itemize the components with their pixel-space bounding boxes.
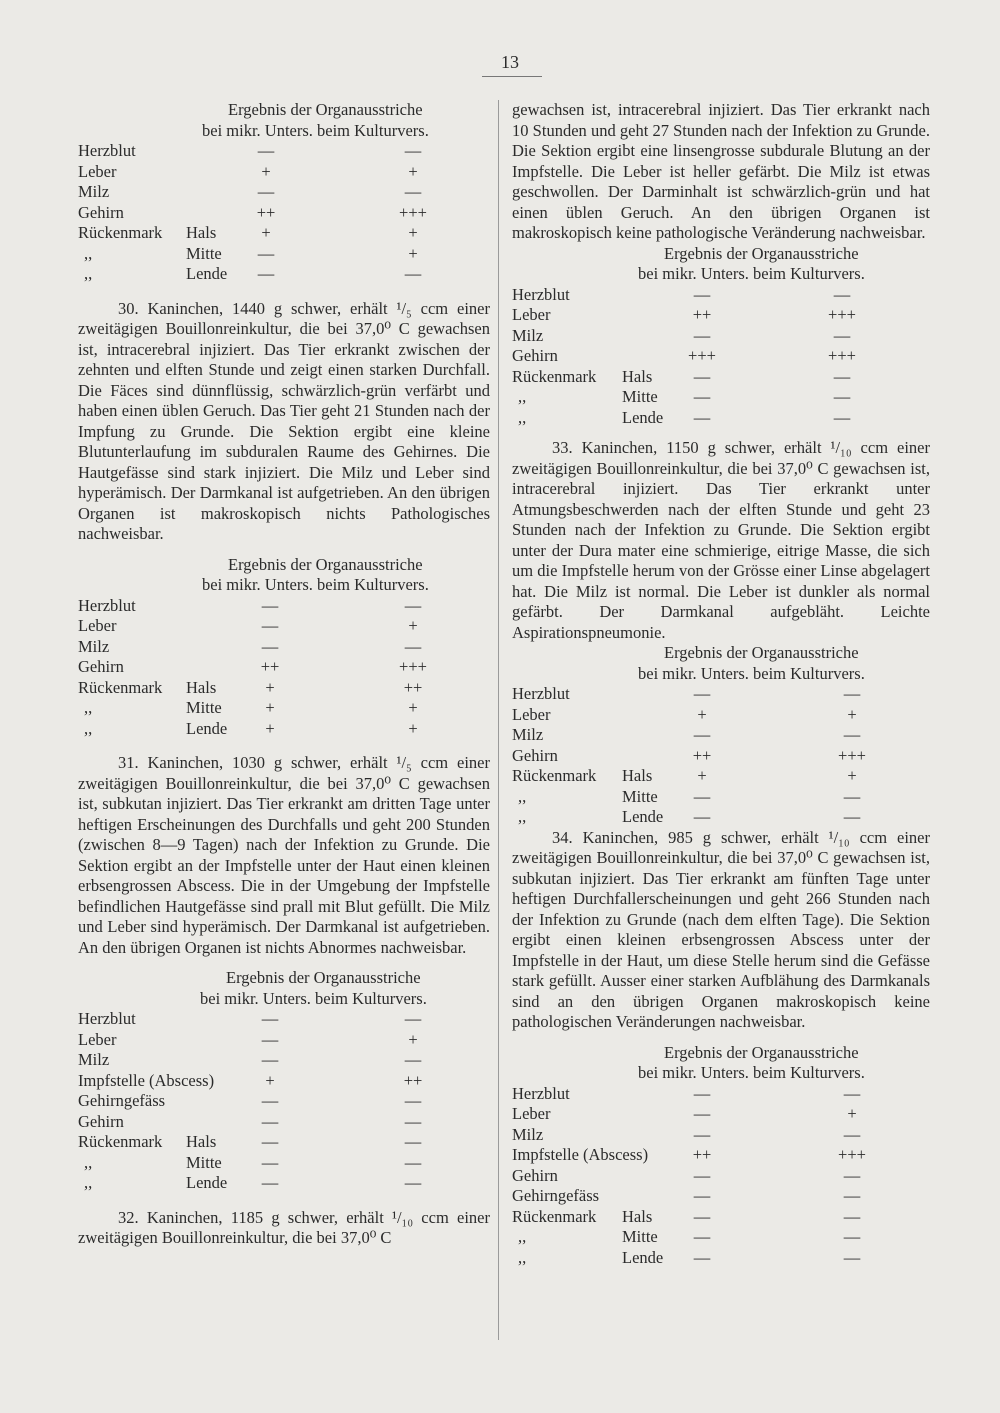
microscopy-result: — — [693, 387, 711, 406]
microscopy-result: — — [693, 284, 711, 304]
results-table-4 — [512, 244, 930, 429]
culture-result: + — [847, 766, 857, 785]
organ-label: ,, — [84, 243, 93, 263]
organ-sublabel: Lende — [186, 264, 228, 283]
organ-label: Leber — [512, 1104, 551, 1123]
organ-sublabel: Lende — [622, 807, 664, 826]
organ-sublabel: Hals — [622, 366, 653, 386]
microscopy-result: ++ — [260, 657, 280, 676]
organ-label: ,, — [84, 1173, 93, 1192]
microscopy-result: — — [261, 616, 279, 635]
organ-label: Milz — [78, 636, 110, 656]
organ-label: Rückenmark — [512, 766, 597, 785]
table-row — [78, 719, 490, 740]
culture-result: — — [843, 1186, 861, 1205]
culture-result: +++ — [399, 657, 427, 676]
organ-sublabel: Mitte — [186, 1152, 222, 1172]
microscopy-result: ++ — [256, 202, 276, 222]
table-header — [512, 1043, 930, 1084]
microscopy-result: — — [261, 636, 279, 656]
organ-label: Impfstelle (Abscess) — [512, 1145, 649, 1164]
organ-label: Rückenmark — [512, 366, 597, 386]
culture-result: — — [404, 1173, 422, 1192]
table-row — [78, 678, 490, 699]
culture-result: + — [408, 698, 418, 717]
table-row — [512, 1186, 930, 1207]
organ-label: Rückenmark — [512, 1206, 597, 1226]
microscopy-result: — — [261, 1173, 279, 1192]
table-header-title: Ergebnis der Organausstriche — [228, 100, 423, 119]
microscopy-result: + — [261, 223, 271, 242]
organ-label: Gehirn — [78, 202, 124, 222]
organ-label: Rückenmark — [78, 1132, 163, 1151]
culture-result: — — [843, 807, 861, 826]
microscopy-result: + — [265, 677, 275, 697]
organ-label: ,, — [518, 407, 527, 427]
culture-result: + — [408, 616, 418, 635]
table-row — [512, 1125, 930, 1146]
table-row — [78, 616, 490, 637]
table-header — [512, 244, 930, 285]
table-header-title: Ergebnis der Organausstriche — [664, 243, 859, 263]
culture-result: + — [408, 1029, 418, 1049]
table-header-title: Ergebnis der Organausstriche — [226, 968, 421, 987]
table-row — [78, 162, 490, 183]
organ-label: Gehirngefäss — [78, 1091, 166, 1110]
right-column — [512, 100, 930, 1268]
microscopy-result: — — [693, 1247, 711, 1267]
organ-sublabel: Mitte — [186, 243, 222, 263]
organ-label: Gehirn — [512, 745, 558, 765]
microscopy-result: — — [693, 1124, 711, 1144]
table-row — [78, 1071, 490, 1092]
column-divider — [498, 100, 499, 1340]
organ-label: Herzblut — [512, 684, 570, 703]
culture-result: — — [843, 1206, 861, 1226]
microscopy-result: — — [261, 1132, 279, 1151]
table-row — [512, 1166, 930, 1187]
organ-label: Herzblut — [78, 595, 136, 615]
microscopy-result: — — [693, 1083, 711, 1103]
table-header-columns: bei mikr. Unters. beim Kulturvers. — [638, 1063, 865, 1082]
microscopy-result: — — [257, 243, 275, 263]
culture-result: + — [408, 223, 418, 242]
table-row — [512, 746, 930, 767]
organ-sublabel: Mitte — [186, 698, 222, 717]
organ-label: Milz — [78, 1050, 110, 1069]
culture-result: — — [404, 1152, 422, 1172]
table-row — [512, 766, 930, 787]
organ-label: ,, — [84, 264, 93, 283]
culture-result: +++ — [838, 1145, 866, 1164]
table-row — [512, 787, 930, 808]
table-row — [512, 387, 930, 408]
table-row — [512, 408, 930, 429]
organ-label: Gehirn — [78, 657, 124, 676]
case-32-text-start: 32. Kaninchen, 1185 g schwer, erhält ¹/₁₀ ccm einer zweitägigen Bouillonreinkultur, die bei 37,0⁰ C — [78, 1207, 490, 1247]
table-row — [78, 223, 490, 244]
culture-result: + — [847, 1104, 857, 1123]
culture-result: — — [404, 1132, 422, 1151]
microscopy-result: — — [257, 264, 275, 283]
page-number: 13 — [501, 52, 519, 72]
culture-result: — — [404, 182, 422, 201]
results-table-2 — [78, 555, 490, 740]
microscopy-result: — — [261, 1009, 279, 1028]
table-header-title: Ergebnis der Organausstriche — [228, 554, 423, 574]
microscopy-result: — — [693, 1104, 711, 1123]
organ-sublabel: Mitte — [622, 387, 658, 406]
culture-result: — — [404, 141, 422, 160]
table-row — [512, 1248, 930, 1269]
results-table-1 — [78, 100, 490, 285]
table-header-columns: bei mikr. Unters. beim Kulturvers. — [638, 264, 865, 283]
organ-label: Milz — [512, 325, 544, 345]
culture-result: +++ — [828, 346, 856, 365]
culture-result: — — [843, 1227, 861, 1246]
organ-label: Leber — [78, 1029, 117, 1049]
organ-sublabel: Lende — [622, 1247, 664, 1267]
table-row — [512, 1145, 930, 1166]
microscopy-result: — — [693, 1206, 711, 1226]
microscopy-result: + — [265, 718, 275, 738]
microscopy-result: — — [693, 1227, 711, 1246]
culture-result: — — [833, 325, 851, 345]
table-row — [512, 1207, 930, 1228]
microscopy-result: — — [693, 366, 711, 386]
table-row — [512, 1084, 930, 1105]
table-row — [512, 1227, 930, 1248]
organ-label: ,, — [84, 1152, 93, 1172]
organ-label: Gehirn — [512, 346, 558, 365]
microscopy-result: — — [257, 141, 275, 160]
table-row — [78, 657, 490, 678]
table-row — [78, 1030, 490, 1051]
culture-result: — — [833, 284, 851, 304]
table-header-columns: bei mikr. Unters. beim Kulturvers. — [638, 663, 865, 683]
table-header-columns: bei mikr. Unters. beim Kulturvers. — [200, 988, 427, 1008]
culture-result: +++ — [828, 305, 856, 324]
organ-label: ,, — [518, 786, 527, 806]
organ-label: Milz — [512, 1124, 544, 1144]
organ-sublabel: Hals — [186, 1132, 217, 1151]
microscopy-result: — — [261, 1152, 279, 1172]
culture-result: — — [843, 1124, 861, 1144]
organ-label: Gehirngefäss — [512, 1186, 600, 1205]
organ-label: Leber — [78, 616, 117, 635]
table-row — [78, 244, 490, 265]
microscopy-result: — — [261, 595, 279, 615]
table-row — [78, 1132, 490, 1153]
culture-result: + — [408, 718, 418, 738]
organ-label: Leber — [78, 161, 117, 181]
organ-label: ,, — [84, 718, 93, 738]
table-row — [512, 305, 930, 326]
culture-result: — — [404, 595, 422, 615]
culture-result: — — [843, 684, 861, 703]
results-table-5 — [512, 643, 930, 828]
organ-label: Rückenmark — [78, 223, 163, 242]
table-row — [78, 1153, 490, 1174]
table-row — [78, 1050, 490, 1071]
organ-label: Rückenmark — [78, 677, 163, 697]
table-row — [512, 807, 930, 828]
table-header — [78, 555, 490, 596]
culture-result: — — [843, 786, 861, 806]
culture-result: — — [404, 1050, 422, 1069]
microscopy-result: ++ — [692, 305, 712, 324]
culture-result: — — [404, 1091, 422, 1110]
results-table-6 — [512, 1043, 930, 1269]
page-number-rule — [482, 76, 542, 77]
organ-label: Herzblut — [78, 141, 136, 160]
microscopy-result: + — [265, 1070, 275, 1090]
microscopy-result: + — [265, 698, 275, 717]
table-row — [78, 1112, 490, 1133]
organ-sublabel: Hals — [622, 766, 653, 785]
culture-result: — — [833, 366, 851, 386]
table-header — [78, 968, 490, 1009]
culture-result: + — [847, 704, 857, 724]
microscopy-result: — — [261, 1050, 279, 1069]
microscopy-result: +++ — [688, 346, 716, 365]
left-column — [78, 100, 490, 1249]
microscopy-result: + — [697, 704, 707, 724]
microscopy-result: — — [693, 407, 711, 427]
organ-sublabel: Hals — [186, 677, 217, 697]
case-32-text-continued: gewachsen ist, intracerebral injiziert. Das Tier erkrankt nach 10 Stunden und geht 27 Stunden nach der Infektion zu Grunde. Die Sektion ergibt eine linsengrosse subdurale Blutung an der Impfstelle. Die Leber ist heller gefärbt. Die Milz ist etwas geschwollen. Der Darminhalt ist schwärzlich-grün und hat einen üblen Geruch. An den übrigen Organen ist makroskopisch keine pathologische Veränderung nachweisbar. — [512, 100, 930, 242]
microscopy-result: — — [261, 1091, 279, 1110]
culture-result: + — [408, 161, 418, 181]
case-30-text: 30. Kaninchen, 1440 g schwer, erhält ¹/₅ ccm einer zweitägigen Bouillonreinkultur, die bei 37,0⁰ C gewachsen ist, intracerebral injiziert. Das Tier erkrankt zwischen der zehnten und elften Stunde und zeigt einen starken Durchfall. Die Fäces sind dünnflüssig, schwärzlich-grün verfärbt und haben einen üblen Geruch. Das Tier geht 21 Stunden nach der Impfung zu Grunde. Die Sektion ergibt eine kleine Blutunterlaufung im subduralen Raume des Gehirnes. Die Hautgefässe sind stark injiziert. Die Milz und Leber sind hyperämisch. Der Darmkanal ist aufgetrieben. An den übrigen Organen ist makroskopisch nichts Pathologisches nachweisbar. — [78, 298, 490, 543]
organ-label: Leber — [512, 704, 551, 724]
culture-result: — — [404, 636, 422, 656]
microscopy-result: ++ — [692, 745, 712, 765]
microscopy-result: — — [693, 684, 711, 703]
microscopy-result: — — [693, 325, 711, 345]
microscopy-result: ++ — [692, 1145, 712, 1164]
organ-label: Impfstelle (Abscess) — [78, 1070, 215, 1090]
microscopy-result: — — [257, 182, 275, 201]
table-row — [78, 264, 490, 285]
table-row — [78, 203, 490, 224]
organ-label: Leber — [512, 305, 551, 324]
organ-sublabel: Hals — [622, 1206, 653, 1226]
organ-label: Herzblut — [78, 1009, 136, 1028]
microscopy-result: — — [693, 1165, 711, 1185]
organ-label: Milz — [78, 182, 110, 201]
case-31-text: 31. Kaninchen, 1030 g schwer, erhält ¹/₅ ccm einer zweitägigen Bouillonreinkultur, die bei 37,0⁰ C gewachsen ist, subkutan injiziert. Das Tier erkrankt am dritten Tage unter heftigen Erscheinungen des Durchfalls und geht 200 Stunden (zwischen 8—9 Tagen) nach der Infektion zu Grunde. Die Sektion ergibt an der Impfstelle unter der Haut einen kleinen erbsengrossen Abscess. Die in der Umgebung der Impfstelle befindlichen Hautgefässe sind prall mit Blut gefüllt. Die Milz und Leber sind hyperämisch. Der Darmkanal ist aufgetrieben. An den übrigen Organen ist nichts Abnormes nachweisbar. — [78, 753, 490, 957]
table-header — [512, 643, 930, 684]
organ-label: Milz — [512, 725, 544, 744]
table-header — [78, 100, 490, 141]
case-33-text: 33. Kaninchen, 1150 g schwer, erhält ¹/₁₀ ccm einer zweitägigen Bouillonreinkultur, die bei 37,0⁰ C gewachsen ist, intracerebral injiziert. Das Tier erkrankt unter Atmungsbeschwerden nach der elften Stunde und geht 23 Stunden nach der Infektion zu Grunde. Die Sektion ergibt unter der Dura mater eine schmierige, eitrige Masse, die sich um die Impfstelle herum von der Grösse einer Linse abgelagert hat. Die Milz ist normal. Die Leber ist dunkler als normal gefärbt. Der Darmkanal aufgebläht. Leichte Aspirationspneumonie. — [512, 438, 930, 642]
culture-result: — — [404, 1111, 422, 1131]
culture-result: — — [404, 264, 422, 283]
microscopy-result: — — [693, 807, 711, 826]
culture-result: ++ — [403, 677, 423, 697]
organ-sublabel: Lende — [186, 718, 228, 738]
table-row — [512, 705, 930, 726]
organ-label: ,, — [518, 807, 527, 826]
organ-label: Gehirn — [78, 1111, 124, 1131]
table-header-title: Ergebnis der Organausstriche — [664, 1042, 859, 1062]
organ-sublabel: Lende — [186, 1173, 228, 1192]
culture-result: ++ — [403, 1070, 423, 1090]
organ-sublabel: Mitte — [622, 786, 658, 806]
culture-result: — — [843, 1083, 861, 1103]
table-row — [78, 141, 490, 162]
microscopy-result: + — [697, 766, 707, 785]
culture-result: — — [833, 387, 851, 406]
table-row — [512, 346, 930, 367]
table-row — [512, 326, 930, 347]
table-header-columns: bei mikr. Unters. beim Kulturvers. — [202, 120, 429, 140]
culture-result: — — [843, 725, 861, 744]
culture-result: +++ — [399, 202, 427, 222]
table-row — [78, 596, 490, 617]
organ-label: ,, — [518, 1247, 527, 1267]
culture-result: — — [843, 1165, 861, 1185]
table-row — [512, 285, 930, 306]
culture-result: + — [408, 243, 418, 263]
table-row — [512, 1104, 930, 1125]
microscopy-result: — — [693, 725, 711, 744]
culture-result: — — [404, 1009, 422, 1028]
table-header-columns: bei mikr. Unters. beim Kulturvers. — [202, 575, 429, 594]
microscopy-result: — — [693, 1186, 711, 1205]
culture-result: +++ — [838, 745, 866, 765]
organ-sublabel: Hals — [186, 223, 217, 242]
table-row — [78, 182, 490, 203]
organ-label: ,, — [518, 1227, 527, 1246]
table-row — [78, 1009, 490, 1030]
organ-label: ,, — [518, 387, 527, 406]
microscopy-result: — — [261, 1111, 279, 1131]
organ-label: ,, — [84, 698, 93, 717]
table-row — [512, 725, 930, 746]
organ-sublabel: Lende — [622, 407, 664, 427]
organ-label: Herzblut — [512, 1083, 570, 1103]
organ-sublabel: Mitte — [622, 1227, 658, 1246]
culture-result: — — [843, 1247, 861, 1267]
case-34-text: 34. Kaninchen, 985 g schwer, erhält ¹/₁₀ ccm einer zweitägigen Bouillonreinkultur, die bei 37,0⁰ C gewachsen ist, subkutan injiziert. Das Tier erkrankt am fünften Tage unter heftigen Durchfallerscheinungen und geht 266 Stunden nach der Infektion zu Grunde (nach dem elften Tage). Die Sektion ergibt einen kleinen erbsengrossen Abscess unter der Impfstelle in der Haut, um diese Stelle herum sind die Gefässe stark gefüllt. Ausser einer starken Aufblähung des Darmkanals sind an den übrigen Organen makroskopisch keine pathologischen Veränderungen nachweisbar. — [512, 827, 930, 1031]
organ-label: Gehirn — [512, 1165, 558, 1185]
microscopy-result: + — [261, 161, 271, 181]
table-row — [78, 637, 490, 658]
table-header-title: Ergebnis der Organausstriche — [664, 643, 859, 662]
culture-result: — — [833, 407, 851, 427]
results-table-3 — [78, 968, 490, 1194]
organ-label: Herzblut — [512, 284, 570, 304]
table-row — [512, 684, 930, 705]
microscopy-result: — — [261, 1029, 279, 1049]
table-row — [512, 367, 930, 388]
microscopy-result: — — [693, 786, 711, 806]
table-row — [78, 698, 490, 719]
table-row — [78, 1173, 490, 1194]
table-row — [78, 1091, 490, 1112]
